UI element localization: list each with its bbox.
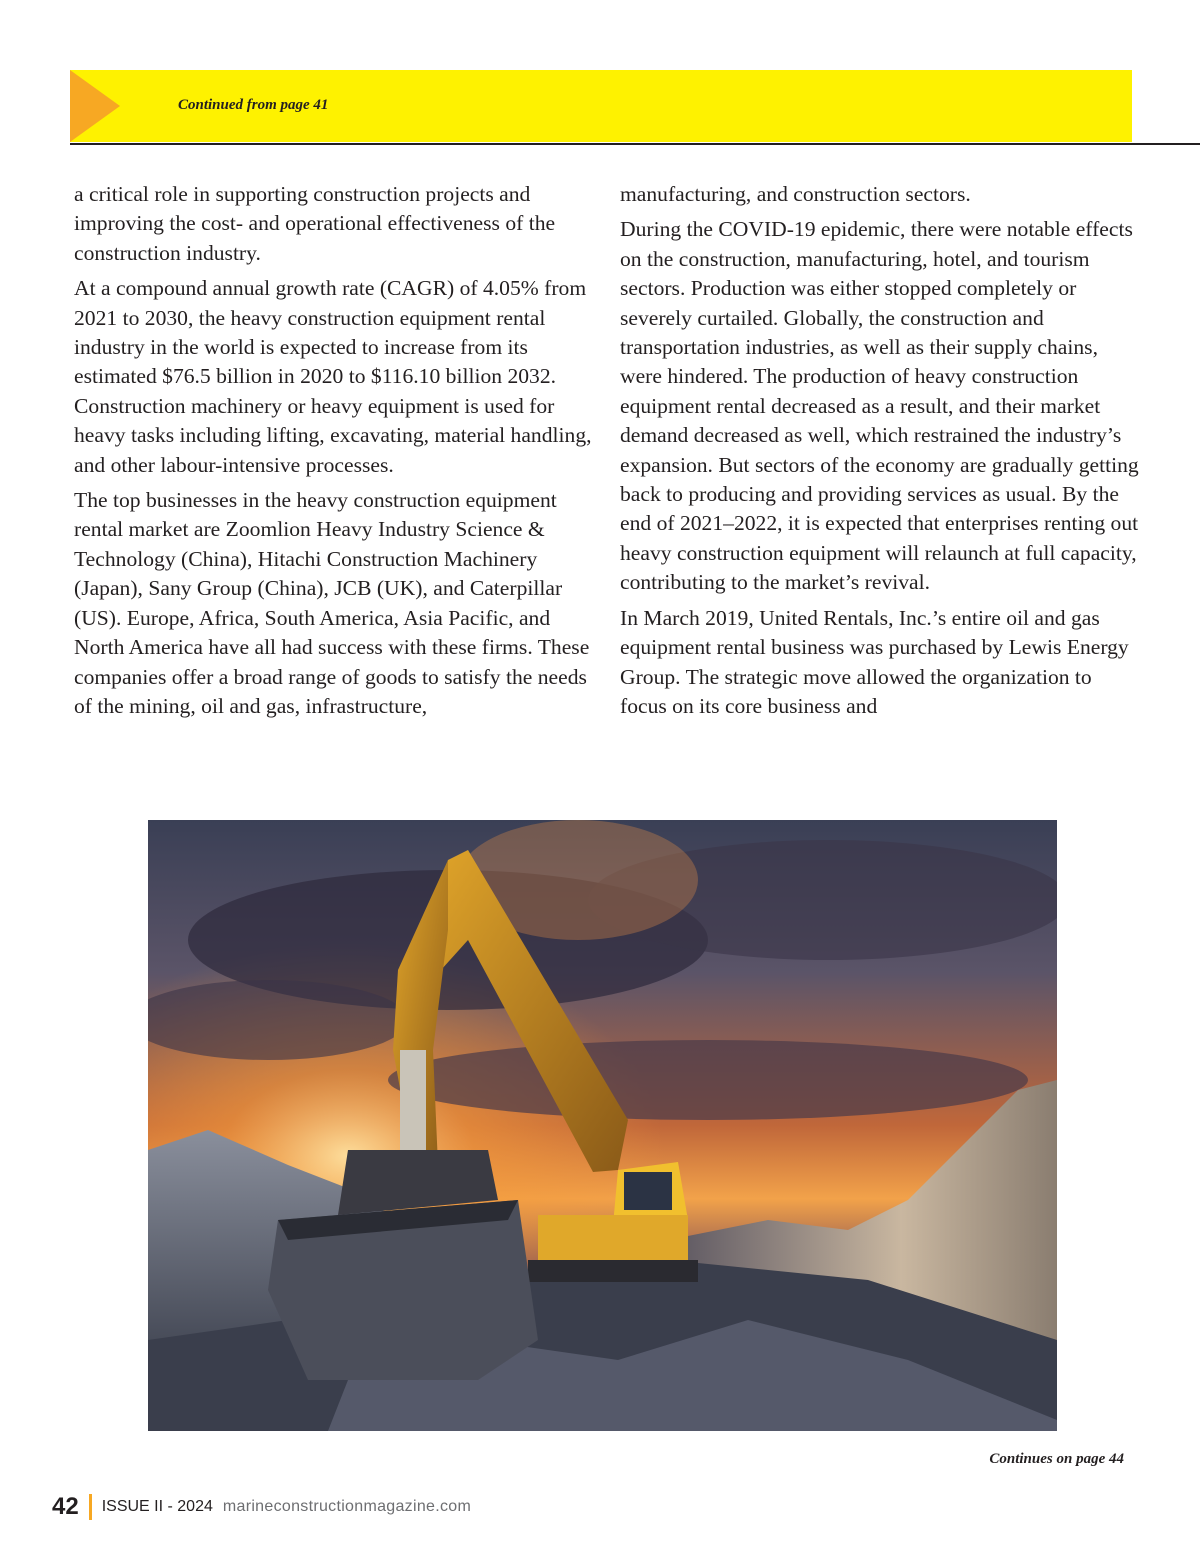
continued-from-label: Continued from page 41 — [178, 97, 329, 113]
issue-label: ISSUE II - 2024 — [101, 1498, 213, 1515]
website-link[interactable]: marineconstructionmagazine.com — [222, 1498, 472, 1515]
paragraph: The top businesses in the heavy construction equipment rental market are Zoomlion Heavy Industry Science & Technology (China), Hitachi Construction Machinery (Japan), Sany Group (China), JCB (UK), and Caterpillar (US). Europe, Africa, South America, Asia Pacific, and North America have all had success with these firms. These companies offer a broad range of goods to satisfy the needs of the mining, oil and gas, infrastructure, — [74, 488, 590, 718]
excavator-photo — [148, 820, 1057, 1431]
paragraph: In March 2019, United Rentals, Inc.’s entire oil and gas equipment rental business was purchased by Lewis Energy Group. The strategic move allowed the organization to focus on its core business and — [620, 605, 1129, 718]
continues-on-label: Continues on page 44 — [989, 1451, 1124, 1467]
article-column-left — [74, 180, 594, 727]
page-footer — [52, 1487, 471, 1527]
footer-divider — [89, 1494, 92, 1520]
arrow-icon — [70, 70, 120, 142]
paragraph: At a compound annual growth rate (CAGR) of 4.05% from 2021 to 2030, the heavy construction equipment rental industry in the world is expected to increase from its estimated $76.5 billion in 2020 to $116.10 billion 2032. Construction machinery or heavy equipment is used for heavy tasks including lifting, excavating, material handling, and other labour-intensive processes. — [74, 276, 592, 477]
continued-banner — [70, 70, 1132, 142]
header-rule — [70, 143, 1200, 145]
paragraph: During the COVID-19 epidemic, there were notable effects on the construction, manufacturing, hotel, and tourism sectors. Production was either stopped completely or severely curtailed. Globally, the construction and transportation industries, as well as their supply chains, were hindered. The production of heavy construction equipment rental decreased as a result, and their market demand decreased as well, which restrained the industry’s expansion. But sectors of the economy are gradually getting back to producing and providing services as usual. By the end of 2021–2022, it is expected that enterprises renting out heavy construction equipment will relaunch at full capacity, contributing to the market’s revival. — [620, 217, 1139, 595]
page-number: 42 — [52, 1493, 79, 1520]
article-column-right — [620, 180, 1140, 727]
paragraph: a critical role in supporting construction projects and improving the cost- and operational effectiveness of the construction industry. — [74, 182, 556, 265]
paragraph: manufacturing, and construction sectors. — [620, 182, 971, 206]
